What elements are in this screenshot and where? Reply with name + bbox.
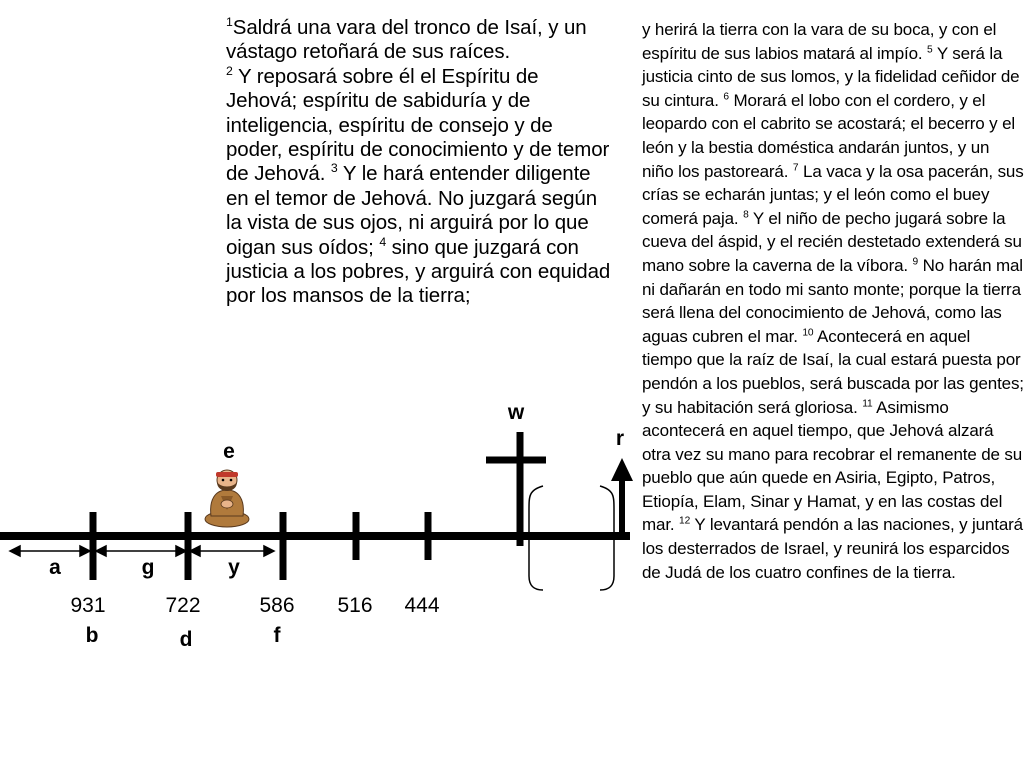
span-label-y: y [228, 556, 240, 579]
verse-5: $^5$ Y será la justicia cinto de sus lomos, y la fidelidad ceñidor de su cintura. [642, 43, 1020, 110]
verse-3: $^3$ Y le hará entender diligente en el temor de Jehová. No juzgará según la vista de sus ojos, ni arguirá por lo que oigan sus oídos; [226, 161, 598, 259]
year-label-586: 586 [259, 594, 295, 617]
verse-9: $^9$ No harán mal ni dañarán en todo mi santo monte; porque la tierra será llena del conocimiento de Jehová, como las aguas cubren el mar. [642, 255, 1023, 346]
year-label-444: 444 [404, 594, 440, 617]
verse-8: $^8$ Y el niño de pecho jugará sobre la cueva del áspid, y el recién destetado extenderá su mano sobre la caverna de la víbora. [642, 208, 1022, 275]
span-label-a: a [49, 556, 61, 579]
cross-label: w [507, 401, 525, 424]
verse-4-continuation: y herirá la tierra con la vara de su boca, y con el espíritu de sus labios matará al impío. [642, 20, 997, 63]
verse-6: $^6$ Morará el lobo con el cordero, y el leopardo con el cabrito se acostará; el becerro y el león y la bestia doméstica andarán juntos, y un niño los pastoreará. [642, 90, 1016, 181]
verse-1: $^1$Saldrá una vara del tronco de Isaí, y un vástago retoñará de sus raíces. [226, 15, 587, 64]
verse-10: $^{10}$ Acontecerá en aquel tiempo que la raíz de Isaí, la cual estará puesta por pendón a los pueblos, será buscada por las gentes; y su habitación será gloriosa. [642, 326, 1024, 417]
verse-11: $^{11}$ Asimismo acontecerá en aquel tiempo, que Jehová alzará otra vez su mano para recobrar el remanente de su pueblo que aún quede en Asiria, Egipto, Patros, Etiopía, Elam, Sinar y Hamat, y en las costas del mar. [642, 397, 1023, 535]
year-label-722: 722 [165, 594, 201, 617]
year-label-516: 516 [337, 594, 373, 617]
span-label-g: g [141, 556, 155, 579]
verse-4: $^4$ sino que juzgará con justicia a los pobres, y arguirá con equidad por los mansos de la tierra; [226, 234, 611, 308]
point-label-d: d [179, 628, 193, 651]
verse-2: $^2$ Y reposará sobre él el Espíritu de Jehová; espíritu de sabiduría y de inteligencia, espíritu de consejo y de poder, espíritu de conocimiento y de temor de Jehová. [226, 63, 610, 186]
figure-label: e [223, 440, 235, 463]
figure-icon [203, 464, 251, 528]
point-label-b: b [85, 624, 99, 647]
verse-7: $^7$ La vaca y la osa pacerán, sus crías se echarán juntas; y el león como el buey comerá paja. [642, 161, 1024, 228]
span-arrows [10, 546, 274, 556]
year-label-931: 931 [70, 594, 106, 617]
verse-12: $^{12}$ Y levantará pendón a las naciones, y juntará los desterrados de Israel, y reunirá los esparcidos de Judá de los cuatro confines de la tierra. [642, 515, 1023, 582]
point-label-f: f [273, 624, 281, 647]
arrow-label: r [615, 427, 625, 450]
